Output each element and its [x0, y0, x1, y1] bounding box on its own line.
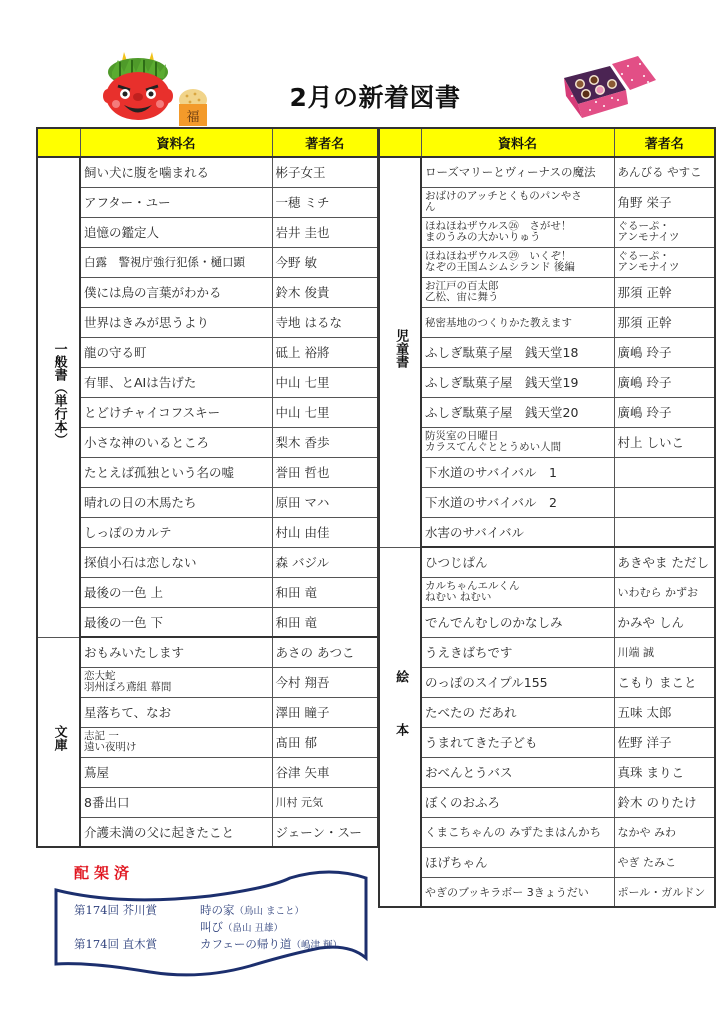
award-prize: 第174回 直木賞 — [74, 937, 158, 951]
book-title: 介護未満の父に起きたこと — [80, 817, 272, 847]
section-label-bunko: 文庫 — [37, 637, 80, 847]
book-title: 追憶の鑑定人 — [80, 217, 272, 247]
book-author: 廣嶋 玲子 — [614, 337, 715, 367]
table-header-row — [379, 128, 715, 157]
table-row — [379, 187, 715, 217]
table-row — [379, 847, 715, 877]
book-title: アフター・ユー — [80, 187, 272, 217]
table-row — [379, 307, 715, 337]
table-row — [379, 247, 715, 277]
table-row — [37, 817, 378, 847]
book-title: 僕には鳥の言葉がわかる — [80, 277, 272, 307]
book-author: 髙田 郁 — [272, 727, 378, 757]
book-title: 晴れの日の木馬たち — [80, 487, 272, 517]
book-title: しっぽのカルテ — [80, 517, 272, 547]
book-author: ぐるーぷ・ アンモナイツ — [614, 217, 715, 247]
section-header — [37, 128, 80, 157]
book-title: くまこちゃんの みずたまはんかち — [421, 817, 614, 847]
book-author: 真珠 まりこ — [614, 757, 715, 787]
book-title: ほねほねザウルス㉙ いくぞ！ なぞの王国ムシムシランド 後編 — [421, 247, 614, 277]
book-title: 有罪、とAIは告げた — [80, 367, 272, 397]
book-title: 最後の一色 下 — [80, 607, 272, 637]
table-row — [379, 637, 715, 667]
award-banner — [50, 862, 380, 982]
book-author — [614, 487, 715, 517]
book-title: 志記 一 遠い夜明け — [80, 727, 272, 757]
section-header — [379, 128, 421, 157]
table-row — [37, 757, 378, 787]
section-label-children: 児童書 — [379, 157, 421, 547]
table-row — [37, 337, 378, 367]
book-author: 村上 しいこ — [614, 427, 715, 457]
book-author: あきやま ただし — [614, 547, 715, 577]
banner-title: 配架済 — [74, 864, 135, 882]
book-title: うえきばちです — [421, 637, 614, 667]
book-author: 誉田 哲也 — [272, 457, 378, 487]
award-book: カフェーの帰り道（嶋津 輝） — [200, 937, 342, 951]
table-row — [379, 487, 715, 517]
book-title: でんでんむしのかなしみ — [421, 607, 614, 637]
book-author: 村山 由佳 — [272, 517, 378, 547]
book-author: やぎ たみこ — [614, 847, 715, 877]
table-row — [37, 187, 378, 217]
book-title: 白露 警視庁強行犯係・樋口顕 — [80, 247, 272, 277]
book-title: のっぽのスイプル155 — [421, 667, 614, 697]
award-book: 時の家（鳥山 まこと） — [200, 903, 305, 917]
book-author: なかや みわ — [614, 817, 715, 847]
book-author: 中山 七里 — [272, 397, 378, 427]
book-author: 川村 元気 — [272, 787, 378, 817]
book-title: やぎのブッキラボー 3きょうだい — [421, 877, 614, 907]
table-row — [37, 367, 378, 397]
book-title: 探偵小石は恋しない — [80, 547, 272, 577]
table-row — [37, 547, 378, 577]
book-title: たとえば孤独という名の嘘 — [80, 457, 272, 487]
section-label-general: 一般書（単行本） — [37, 157, 80, 637]
book-author: こもり まこと — [614, 667, 715, 697]
book-title: 防災室の日曜日 カラスてんぐととうめい人間 — [421, 427, 614, 457]
book-author: 彬子女王 — [272, 157, 378, 187]
table-row — [379, 787, 715, 817]
book-title: 秘密基地のつくりかた教えます — [421, 307, 614, 337]
table-row — [37, 787, 378, 817]
table-row — [379, 427, 715, 457]
book-author: 今村 翔吾 — [272, 667, 378, 697]
book-title: 下水道のサバイバル 1 — [421, 457, 614, 487]
book-title: 下水道のサバイバル 2 — [421, 487, 614, 517]
table-row — [37, 397, 378, 427]
book-title: ひつじぱん — [421, 547, 614, 577]
table-row — [379, 547, 715, 577]
book-title: ほげちゃん — [421, 847, 614, 877]
book-title: 龍の守る町 — [80, 337, 272, 367]
table-row — [379, 817, 715, 847]
book-author: 廣嶋 玲子 — [614, 397, 715, 427]
table-row — [379, 697, 715, 727]
book-author: 砥上 裕將 — [272, 337, 378, 367]
table-row — [37, 427, 378, 457]
book-title: 小さな神のいるところ — [80, 427, 272, 457]
section-label-picture-books: 絵本 — [379, 547, 421, 907]
table-row — [37, 487, 378, 517]
book-title: うまれてきた子ども — [421, 727, 614, 757]
book-title: お江戸の百太郎 乙松、宙に舞う — [421, 277, 614, 307]
left-book-table — [36, 127, 379, 848]
book-author: 寺地 はるな — [272, 307, 378, 337]
table-row — [379, 367, 715, 397]
book-author: 廣嶋 玲子 — [614, 367, 715, 397]
right-book-table — [378, 127, 716, 908]
table-row — [37, 277, 378, 307]
book-author: ジェーン・スー — [272, 817, 378, 847]
title-header: 資料名 — [421, 128, 614, 157]
book-author: 角野 栄子 — [614, 187, 715, 217]
book-title: おべんとうバス — [421, 757, 614, 787]
book-author: 今野 敏 — [272, 247, 378, 277]
table-row — [37, 727, 378, 757]
book-author: あさの あつこ — [272, 637, 378, 667]
book-author: 那須 正幹 — [614, 277, 715, 307]
book-title: 最後の一色 上 — [80, 577, 272, 607]
table-row — [379, 217, 715, 247]
book-author: 鈴木 のりたけ — [614, 787, 715, 817]
book-author — [614, 517, 715, 547]
table-row — [379, 667, 715, 697]
book-author: ポール・ガルドン — [614, 877, 715, 907]
table-row — [379, 277, 715, 307]
book-title: とどけチャイコフスキー — [80, 397, 272, 427]
book-title: 飼い犬に腹を噛まれる — [80, 157, 272, 187]
table-row — [379, 517, 715, 547]
table-row — [37, 607, 378, 637]
table-row — [37, 307, 378, 337]
table-row — [37, 457, 378, 487]
book-author: ぐるーぷ・ アンモナイツ — [614, 247, 715, 277]
table-header-row — [37, 128, 378, 157]
book-author: 佐野 洋子 — [614, 727, 715, 757]
book-author: あんびる やすこ — [614, 157, 715, 187]
book-title: 世界はきみが思うより — [80, 307, 272, 337]
book-title: ローズマリーとヴィーナスの魔法 — [421, 157, 614, 187]
table-row — [37, 667, 378, 697]
table-row — [379, 757, 715, 787]
book-author: 梨木 香歩 — [272, 427, 378, 457]
book-author: 那須 正幹 — [614, 307, 715, 337]
award-row — [74, 902, 157, 918]
table-row — [379, 397, 715, 427]
book-title: 恋大蛇 羽州ぼろ鳶組 幕間 — [80, 667, 272, 697]
page-title: 2月の新着図書 — [289, 83, 461, 112]
book-title: 蔦屋 — [80, 757, 272, 787]
author-header: 著者名 — [614, 128, 715, 157]
book-title: ふしぎ駄菓子屋 銭天堂18 — [421, 337, 614, 367]
book-title: カルちゃんエルくん ねむい ねむい — [421, 577, 614, 607]
table-row — [37, 577, 378, 607]
table-row — [379, 577, 715, 607]
book-title: たべたの だあれ — [421, 697, 614, 727]
book-author: 澤田 瞳子 — [272, 697, 378, 727]
book-title: 8番出口 — [80, 787, 272, 817]
book-title: ほねほねザウルス㉖ さがせ！ まのうみの大かいりゅう — [421, 217, 614, 247]
table-row — [37, 517, 378, 547]
table-row — [379, 607, 715, 637]
table-row — [379, 457, 715, 487]
title-header: 資料名 — [80, 128, 272, 157]
book-author: 中山 七里 — [272, 367, 378, 397]
author-header: 著者名 — [272, 128, 378, 157]
book-author: 和田 竜 — [272, 607, 378, 637]
table-row — [379, 877, 715, 907]
chocolate-box-illustration — [560, 52, 660, 118]
table-row — [37, 247, 378, 277]
oni-illustration — [98, 50, 178, 122]
book-title: 水害のサバイバル — [421, 517, 614, 547]
book-title: ふしぎ駄菓子屋 銭天堂19 — [421, 367, 614, 397]
book-author: 森 バジル — [272, 547, 378, 577]
book-author — [614, 457, 715, 487]
book-title: ふしぎ駄菓子屋 銭天堂20 — [421, 397, 614, 427]
book-title: おばけのアッチとくものパンやさ ん — [421, 187, 614, 217]
table-row — [379, 157, 715, 187]
book-author: かみや しん — [614, 607, 715, 637]
book-author: 和田 竜 — [272, 577, 378, 607]
book-author: 川端 誠 — [614, 637, 715, 667]
book-author: いわむら かずお — [614, 577, 715, 607]
award-row — [74, 936, 157, 952]
table-row — [379, 727, 715, 757]
fuku-mame-bag-illustration — [175, 86, 211, 128]
book-title: おもみいたします — [80, 637, 272, 667]
book-author: 五味 太郎 — [614, 697, 715, 727]
award-prize: 第174回 芥川賞 — [74, 903, 158, 917]
award-book: 叫び（畠山 丑雄） — [200, 920, 284, 934]
book-title: ぼくのおふろ — [421, 787, 614, 817]
table-row — [37, 697, 378, 727]
svg-text:福: 福 — [186, 110, 200, 125]
book-author: 原田 マハ — [272, 487, 378, 517]
table-row — [37, 217, 378, 247]
table-row — [37, 637, 378, 667]
book-author: 岩井 圭也 — [272, 217, 378, 247]
book-author: 谷津 矢車 — [272, 757, 378, 787]
table-row — [37, 157, 378, 187]
book-title: 星落ちて、なお — [80, 697, 272, 727]
book-author: 一穂 ミチ — [272, 187, 378, 217]
book-author: 鈴木 俊貴 — [272, 277, 378, 307]
table-row — [379, 337, 715, 367]
